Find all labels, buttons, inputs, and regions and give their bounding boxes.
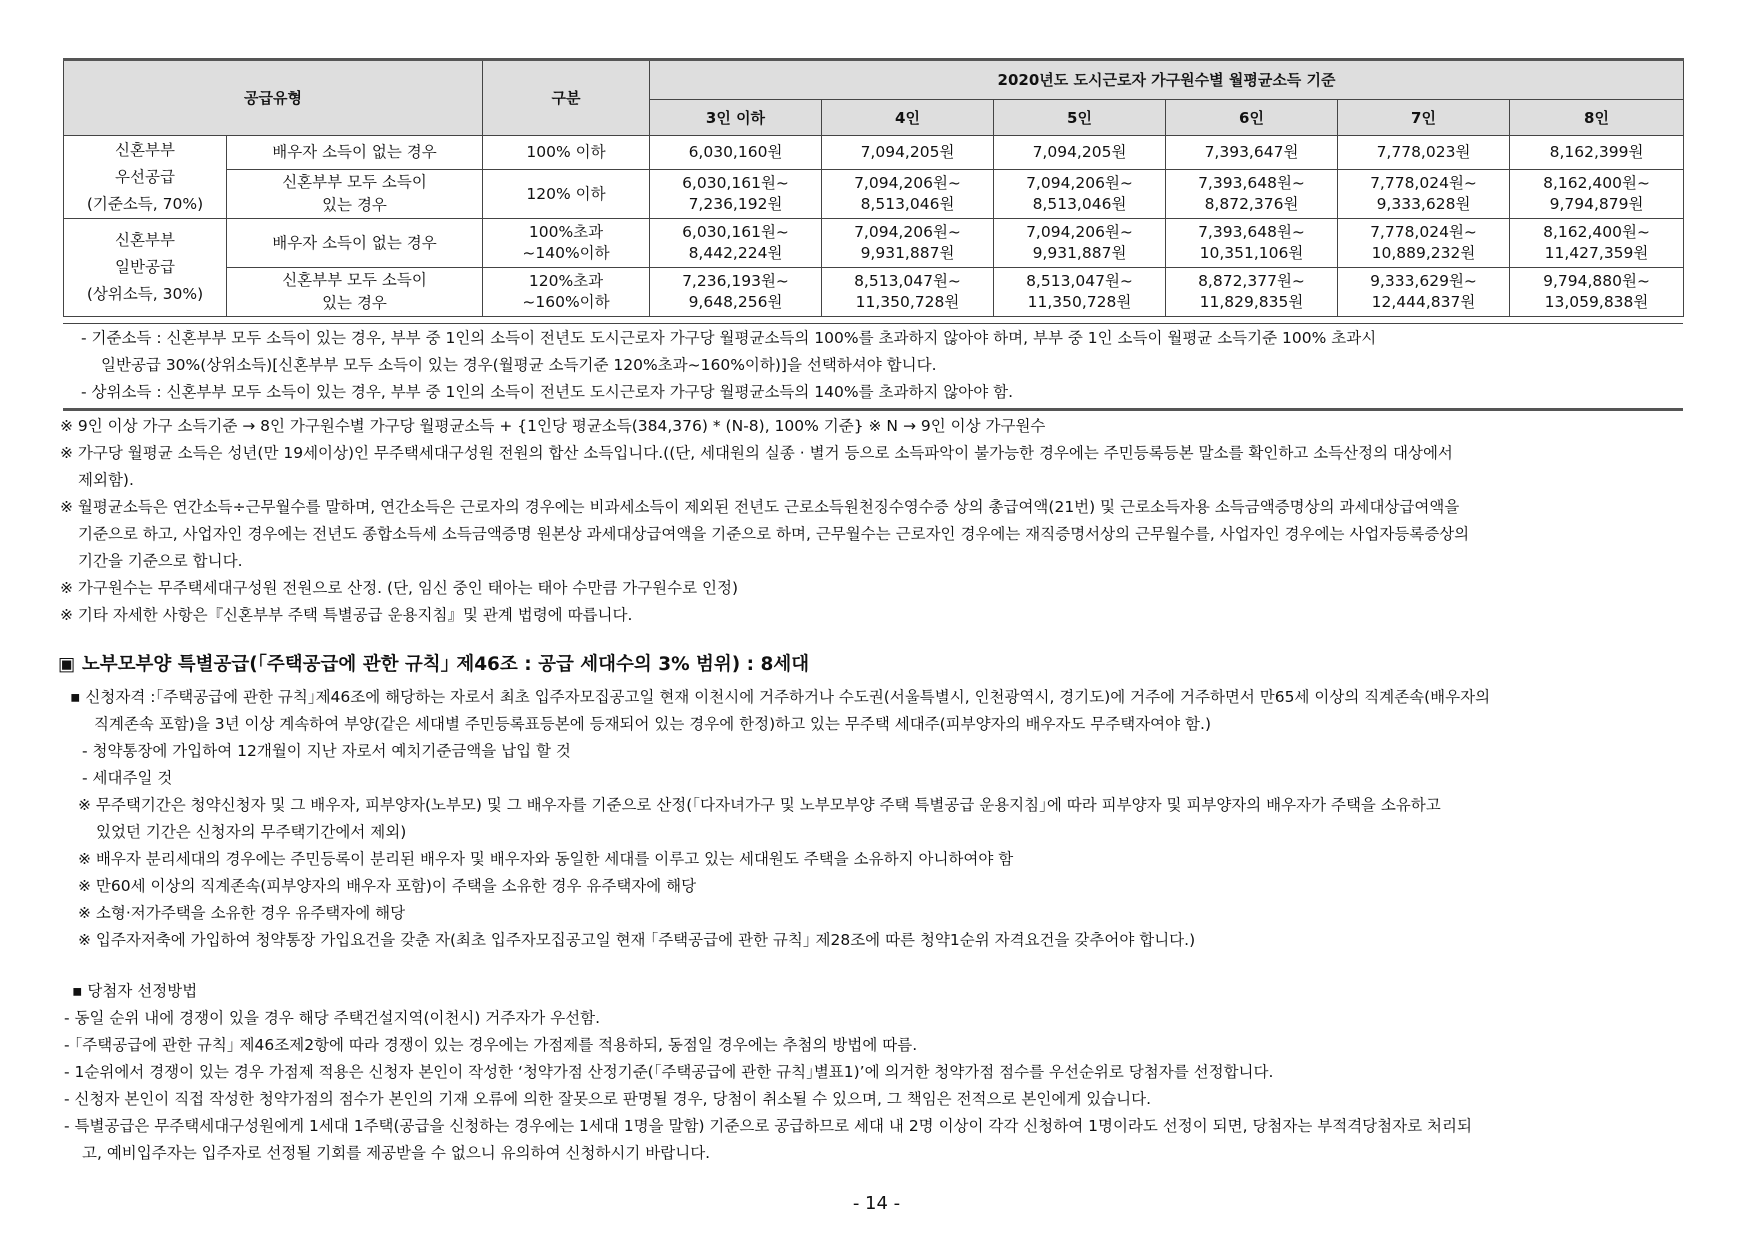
eligibility-block [70,684,1710,954]
table-cell: 7,094,206원~ 9,931,887원 [994,219,1166,268]
table-cell: 6,030,160원 [650,136,822,170]
eligibility-line: ※ 배우자 분리세대의 경우에는 주민등록이 분리된 배우자 및 배우자와 동일한 세대를 이루고 있는 세대원도 주택을 소유하지 아니하여야 함 [78,850,1014,868]
income-notes [60,413,1700,629]
table-cell: 7,393,648원~ 8,872,376원 [1166,170,1338,219]
row-division: 100% 이하 [483,136,650,170]
selection-heading: ▪ 당첨자 선정방법 [72,982,198,1000]
header-income-title: 2020년도 도시근로자 가구원수별 월평균소득 기준 [650,60,1684,100]
row-division: 120%초과 ~160%이하 [483,268,650,317]
eligibility-line: ▪ 신청자격 :｢주택공급에 관한 규칙｣제46조에 해당하는 자로서 최초 입주자모집공고일 현재 이천시에 거주하거나 수도권(서울특별시, 인천광역시, 경기도)에 거주에 거주하면서 만65세 이상의 직계존속(배우자의 [70,688,1491,706]
table-cell: 6,030,161원~ 8,442,224원 [650,219,822,268]
table-cell: 7,393,647원 [1166,136,1338,170]
row-division: 100%초과 ~140%이하 [483,219,650,268]
table-cell: 8,162,400원~ 9,794,879원 [1510,170,1684,219]
table-cell: 8,162,399원 [1510,136,1684,170]
row-label: 신혼부부 모두 소득이 있는 경우 [227,268,483,317]
table-cell: 7,094,206원~ 8,513,046원 [994,170,1166,219]
header-supply-type: 공급유형 [64,60,483,136]
header-col-3: 3인 이하 [650,100,822,136]
eligibility-line: - 세대주일 것 [82,769,173,787]
table-cell: 8,513,047원~ 11,350,728원 [822,268,994,317]
selection-method-block [64,978,1714,1167]
footnote-line: - 기준소득 : 신혼부부 모두 소득이 있는 경우, 부부 중 1인의 소득이 전년도 도시근로자 가구당 월평균소득의 100%를 초과하지 않아야 하며, 부부 중 1인 소득이 월평균 소득기준 100% 초과시 [81,329,1377,347]
header-col-4: 4인 [822,100,994,136]
table-cell: 6,030,161원~ 7,236,192원 [650,170,822,219]
selection-line: 고, 예비입주자는 입주자로 선정될 기회를 제공받을 수 없으니 유의하여 신청하시기 바랍니다. [82,1144,711,1162]
table-cell: 7,094,205원 [994,136,1166,170]
selection-line: - 동일 순위 내에 경쟁이 있을 경우 해당 주택건설지역(이천시) 거주자가 우선함. [64,1009,601,1027]
group-label: 신혼부부 우선공급 (기준소득, 70%) [64,136,227,219]
table-row [64,268,1684,317]
row-label: 신혼부부 모두 소득이 있는 경우 [227,170,483,219]
header-col-5: 5인 [994,100,1166,136]
note-line: ※ 월평균소득은 연간소득÷근무월수를 말하며, 연간소득은 근로자의 경우에는 비과세소득이 제외된 전년도 근로소득원천징수영수증 상의 총급여액(21번) 및 근로소득자용 소득금액증명상의 과세대상급여액을 [60,498,1460,516]
table-cell: 9,333,629원~ 12,444,837원 [1338,268,1510,317]
row-label: 배우자 소득이 없는 경우 [227,136,483,170]
eligibility-line: ※ 만60세 이상의 직계존속(피부양자의 배우자 포함)이 주택을 소유한 경우 유주택자에 해당 [78,877,697,895]
table-cell: 9,794,880원~ 13,059,838원 [1510,268,1684,317]
header-col-6: 6인 [1166,100,1338,136]
note-line: 기간을 기준으로 합니다. [78,552,243,570]
section-title: ▣ 노부모부양 특별공급(｢주택공급에 관한 규칙｣ 제46조 : 공급 세대수의 3% 범위) : 8세대 [58,654,810,675]
eligibility-line: 있었던 기간은 신청자의 무주택기간에서 제외) [96,823,407,841]
eligibility-line: 직계존속 포함)을 3년 이상 계속하여 부양(같은 세대별 주민등록표등본에 등재되어 있는 경우에 한정)하고 있는 무주택 세대주(피부양자의 배우자도 무주택자여야 함.) [94,715,1212,733]
table-cell: 7,094,206원~ 8,513,046원 [822,170,994,219]
table-cell: 7,094,206원~ 9,931,887원 [822,219,994,268]
selection-line: - 1순위에서 경쟁이 있는 경우 가점제 적용은 신청자 본인이 작성한 ‘청약가점 산정기준(｢주택공급에 관한 규칙｣별표1)’에 의거한 청약가점 점수를 우선순위로 당첨자를 선정합니다. [64,1063,1274,1081]
table-cell: 7,778,024원~ 9,333,628원 [1338,170,1510,219]
note-line: ※ 가구당 월평균 소득은 성년(만 19세이상)인 무주택세대구성원 전원의 합산 소득입니다.((단, 세대원의 실종 · 별거 등으로 소득파악이 불가능한 경우에는 주민등록등본 말소를 확인하고 소득산정의 대상에서 [60,444,1453,462]
selection-line: - 특별공급은 무주택세대구성원에게 1세대 1주택(공급을 신청하는 경우에는 1세대 1명을 말함) 기준으로 공급하므로 세대 내 2명 이상이 각각 신청하여 1명이라도 선정이 되면, 당첨자는 부적격당첨자로 처리되 [64,1117,1472,1135]
note-line: 기준으로 하고, 사업자인 경우에는 전년도 종합소득세 소득금액증명 원본상 과세대상급여액을 기준으로 하며, 근무월수는 근로자인 경우에는 재직증명서상의 근무월수를, 사업자인 경우에는 사업자등록증상의 [78,525,1470,543]
table-cell: 8,872,377원~ 11,829,835원 [1166,268,1338,317]
table-cell: 7,778,023원 [1338,136,1510,170]
note-line: ※ 기타 자세한 사항은『신혼부부 주택 특별공급 운용지침』및 관계 법령에 따릅니다. [60,606,633,624]
table-cell: 7,393,648원~ 10,351,106원 [1166,219,1338,268]
note-line: ※ 가구원수는 무주택세대구성원 전원으로 산정. (단, 임신 중인 태아는 태아 수만큼 가구원수로 인정) [60,579,739,597]
selection-line: - ｢주택공급에 관한 규칙｣ 제46조제2항에 따라 경쟁이 있는 경우에는 가점제를 적용하되, 동점일 경우에는 추첨의 방법에 따름. [64,1036,918,1054]
table-cell: 7,778,024원~ 10,889,232원 [1338,219,1510,268]
table-footnotes [63,323,1683,411]
table-row [64,219,1684,268]
table-cell: 8,513,047원~ 11,350,728원 [994,268,1166,317]
income-criteria-table [63,58,1684,317]
note-line: 제외함). [78,471,134,489]
note-line: ※ 9인 이상 가구 소득기준 → 8인 가구원수별 가구당 월평균소득 + {1인당 평균소득(384,376) * (N-8), 100% 기준} ※ N → 9인 이상 가구원수 [60,417,1046,435]
eligibility-line: ※ 무주택기간은 청약신청자 및 그 배우자, 피부양자(노부모) 및 그 배우자를 기준으로 산정(｢다자녀가구 및 노부모부양 주택 특별공급 운용지침｣에 따라 피부양자 및 피부양자의 배우자가 주택을 소유하고 [78,796,1441,814]
eligibility-line: - 청약통장에 가입하여 12개월이 지난 자로서 예치기준금액을 납입 할 것 [82,742,571,760]
footnote-line: - 상위소득 : 신혼부부 모두 소득이 있는 경우, 부부 중 1인의 소득이 전년도 도시근로자 가구당 월평균소득의 140%를 초과하지 않아야 함. [81,383,1014,401]
eligibility-line: ※ 입주자저축에 가입하여 청약통장 가입요건을 갖춘 자(최초 입주자모집공고일 현재 ｢주택공급에 관한 규칙｣ 제28조에 따른 청약1순위 자격요건을 갖추어야 합니다.) [78,931,1196,949]
table-cell: 8,162,400원~ 11,427,359원 [1510,219,1684,268]
footnote-line: 일반공급 30%(상위소득)[신혼부부 모두 소득이 있는 경우(월평균 소득기준 120%초과~160%이하)]을 선택하셔야 합니다. [101,356,937,374]
table-cell: 7,236,193원~ 9,648,256원 [650,268,822,317]
header-col-7: 7인 [1338,100,1510,136]
table-cell: 7,094,205원 [822,136,994,170]
header-col-8: 8인 [1510,100,1684,136]
table-row [64,136,1684,170]
page-number: - 14 - [852,1193,901,1214]
eligibility-line: ※ 소형·저가주택을 소유한 경우 유주택자에 해당 [78,904,406,922]
row-division: 120% 이하 [483,170,650,219]
selection-line: - 신청자 본인이 직접 작성한 청약가점의 점수가 본인의 기재 오류에 의한 잘못으로 판명될 경우, 당첨이 취소될 수 있으며, 그 책임은 전적으로 본인에게 있습니다. [64,1090,1152,1108]
header-division: 구분 [483,60,650,136]
table-row [64,170,1684,219]
row-label: 배우자 소득이 없는 경우 [227,219,483,268]
group-label: 신혼부부 일반공급 (상위소득, 30%) [64,219,227,317]
